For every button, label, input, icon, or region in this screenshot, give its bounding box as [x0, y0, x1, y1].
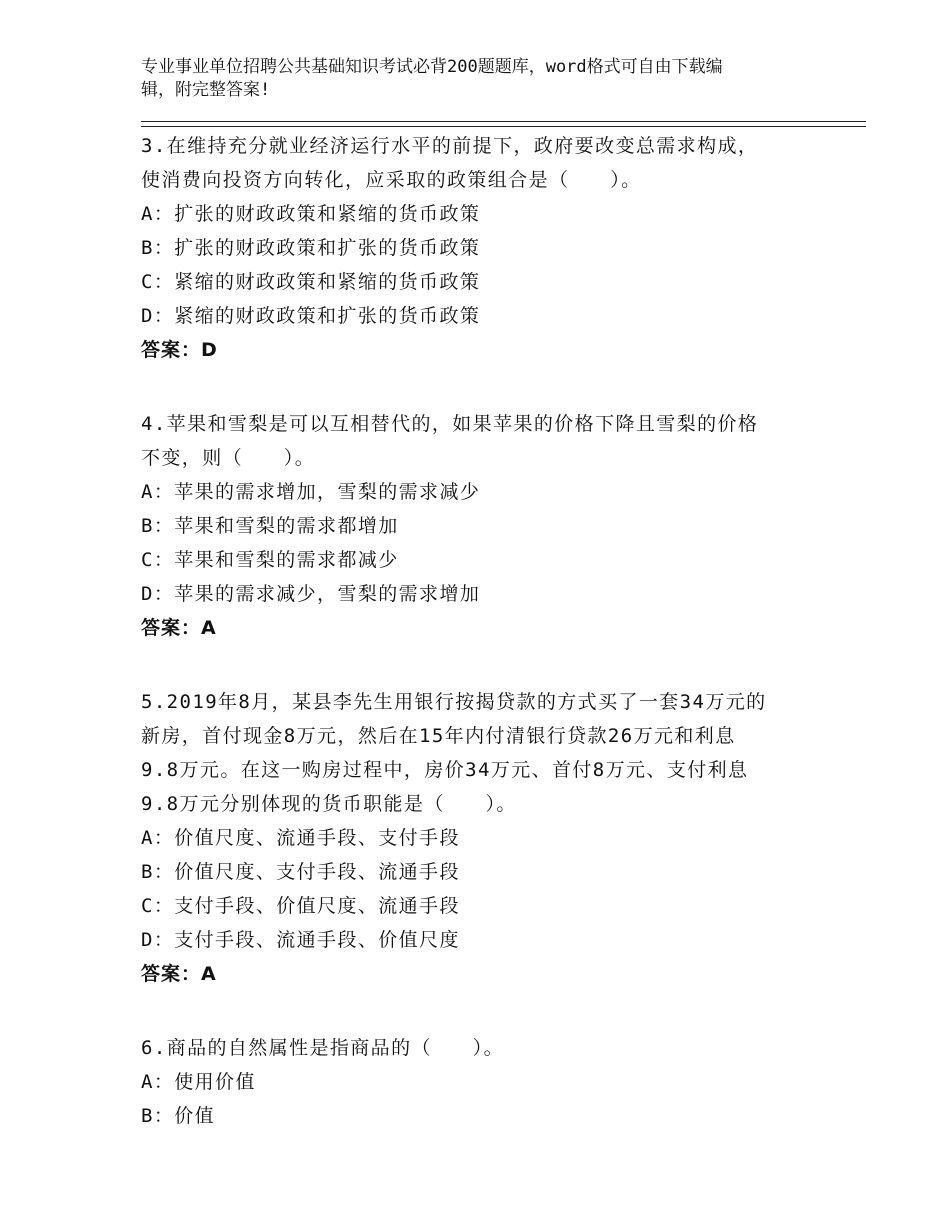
question-item — [141, 129, 811, 367]
option-b: B：苹果和雪梨的需求都增加 — [141, 515, 399, 537]
question-list — [141, 129, 811, 1173]
question-item — [141, 1031, 811, 1133]
option-a: A：扩张的财政政策和紧缩的货币政策 — [141, 203, 481, 225]
question-stem-line: 使消费向投资方向转化，应采取的政策组合是（ ）。 — [141, 169, 642, 191]
answer-label: 答案：D — [141, 339, 218, 361]
header-line-2: 辑，附完整答案! — [141, 80, 271, 100]
question-stem-line: 3.在维持充分就业经济运行水平的前提下，政府要改变总需求构成， — [141, 135, 759, 157]
question-stem-line: 9.8万元。在这一购房过程中，房价34万元、首付8万元、支付利息 — [141, 759, 749, 781]
question-item — [141, 407, 811, 645]
answer-label: 答案：A — [141, 617, 217, 639]
option-b: B：扩张的财政政策和扩张的货币政策 — [141, 237, 481, 259]
option-d: D：支付手段、流通手段、价值尺度 — [141, 929, 460, 951]
question-stem-line: 4.苹果和雪梨是可以互相替代的，如果苹果的价格下降且雪梨的价格 — [141, 413, 759, 435]
option-d: D：苹果的需求减少，雪梨的需求增加 — [141, 583, 481, 605]
document-header — [141, 56, 791, 102]
option-c: C：紧缩的财政政策和紧缩的货币政策 — [141, 271, 481, 293]
answer-label: 答案：A — [141, 963, 217, 985]
option-a: A：使用价值 — [141, 1071, 256, 1093]
question-item — [141, 685, 811, 991]
question-stem-line: 不变，则（ ）。 — [141, 447, 316, 469]
option-c: C：支付手段、价值尺度、流通手段 — [141, 895, 460, 917]
option-b: B：价值 — [141, 1105, 216, 1127]
option-a: A：价值尺度、流通手段、支付手段 — [141, 827, 460, 849]
question-stem-line: 新房，首付现金8万元，然后在15年内付清银行贷款26万元和利息 — [141, 725, 736, 747]
question-stem-line: 6.商品的自然属性是指商品的（ ）。 — [141, 1037, 504, 1059]
option-b: B：价值尺度、支付手段、流通手段 — [141, 861, 460, 883]
option-d: D：紧缩的财政政策和扩张的货币政策 — [141, 305, 481, 327]
option-c: C：苹果和雪梨的需求都减少 — [141, 549, 399, 571]
option-a: A：苹果的需求增加，雪梨的需求减少 — [141, 481, 481, 503]
question-stem-line: 9.8万元分别体现的货币职能是（ ）。 — [141, 793, 517, 815]
question-stem-line: 5.2019年8月，某县李先生用银行按揭贷款的方式买了一套34万元的 — [141, 691, 767, 713]
header-divider — [141, 121, 866, 127]
header-line-1: 专业事业单位招聘公共基础知识考试必背200题题库，word格式可自由下载编 — [141, 57, 723, 77]
